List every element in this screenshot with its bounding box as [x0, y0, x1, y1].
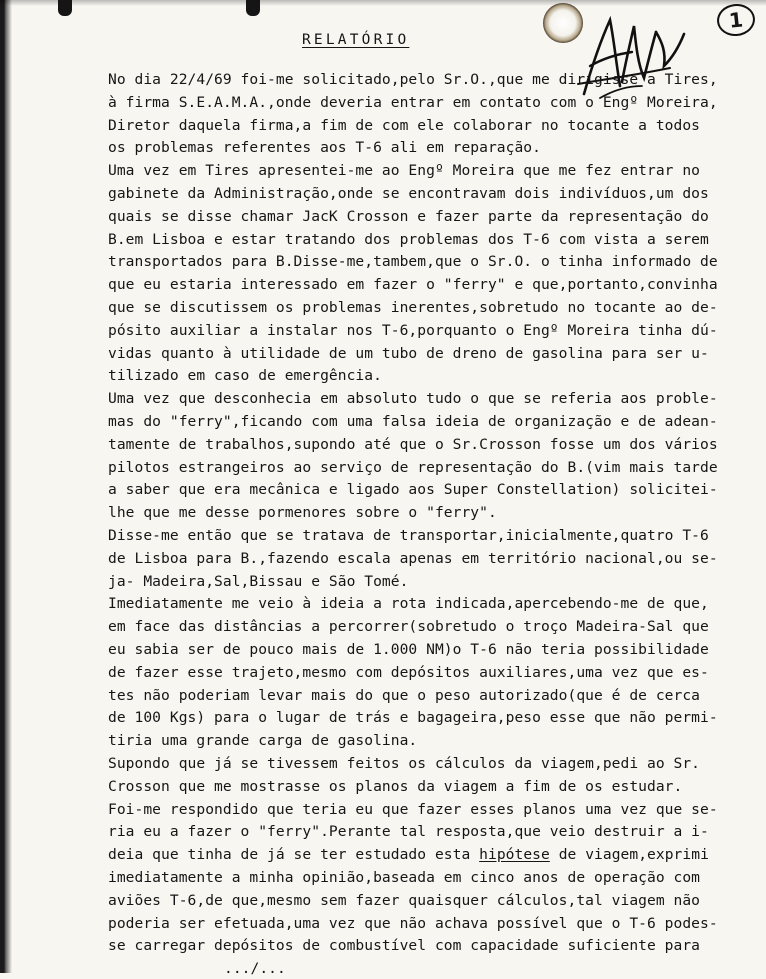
- text-line: poderia ser efetuada,uma vez que não achava possível que o T-6 podes-: [108, 914, 718, 932]
- text-line: pilotos estrangeiros ao serviço de representação do B.(vim mais tarde: [108, 458, 718, 476]
- text-line: Diretor daquela firma,a fim de com ele colaborar no tocante a todos: [108, 116, 701, 134]
- text-line: de 100 Kgs) para o lugar de trás e bagageira,peso esse que não permi-: [108, 709, 718, 727]
- text-line: Disse-me então que se tratava de transportar,inicialmente,quatro T-6: [108, 527, 709, 544]
- text-line: os problemas referentes aos T-6 ali em reparação.: [108, 139, 541, 157]
- text-line: tes não poderiam levar mais do que o peso autorizado(que é de cerca: [108, 686, 701, 704]
- text-line: pósito auxiliar a instalar nos T-6,porquanto o Engº Moreira tinha dú-: [108, 321, 718, 339]
- scan-left-edge: [0, 0, 12, 973]
- text-line: que se discutissem os problemas inerentes,sobretudo no tocante ao de-: [108, 299, 718, 316]
- text-segment: deia que tinha de já se ter estudado esta: [108, 846, 471, 864]
- text-line: em face das distâncias a percorrer(sobretudo o troço Madeira-Sal que: [108, 618, 709, 636]
- underlined-word: hipótese: [479, 846, 550, 864]
- text-line: vidas quanto à utilidade de um tubo de dreno de gasolina para ser u-: [108, 344, 709, 362]
- text-line: à firma S.E.A.M.A.,onde deveria entrar em contato com o Engº Moreira,: [108, 93, 718, 111]
- text-segment: de viagem,exprimi: [558, 846, 709, 864]
- text-line: Foi-me respondido que teria eu que fazer esses planos uma vez que se-: [108, 800, 718, 818]
- text-line: Crosson que me mostrasse os planos da viagem a fim de os estudar.: [108, 777, 683, 795]
- text-line: No dia 22/4/69 foi-me solicitado,pelo Sr.O.,que me dirigisse a Tires,: [108, 71, 718, 88]
- text-line: Uma vez em Tires apresentei-me ao Engº Moreira que me fez entrar no: [108, 162, 701, 180]
- text-line: tilizado em caso de emergência.: [108, 367, 382, 385]
- text-line: de fazer esse trajeto,mesmo com depósitos auxiliares,uma vez que es-: [108, 663, 709, 681]
- text-line: eu sabia ser de pouco mais de 1.000 NM)o T-6 não teria possibilidade: [108, 641, 709, 658]
- scan-top-shadow: [0, 0, 766, 6]
- text-line: a saber que era mecânica e ligado aos Super Constellation) solicitei-: [108, 481, 718, 499]
- text-line-with-underline: [108, 845, 709, 865]
- text-line: imediatamente a minha opinião,baseada em cinco anos de operação com: [108, 869, 701, 886]
- text-line: de Lisboa para B.,fazendo escala apenas em território nacional,ou se-: [108, 549, 718, 567]
- text-line: ja- Madeira,Sal,Bissau e São Tomé.: [108, 572, 409, 590]
- text-line: B.em Lisboa e estar tratando dos problemas dos T-6 com vista a serem: [108, 230, 709, 248]
- text-line: ria eu a fazer o "ferry".Perante tal resposta,que veio destruir a i-: [108, 823, 709, 841]
- text-line: Imediatamente me veio à ideia a rota indicada,apercebendo-me de que,: [108, 595, 709, 613]
- binder-mark-left: [58, 0, 72, 16]
- text-line: se carregar depósitos de combustível com capacidade suficiente para: [108, 937, 701, 955]
- page-number: 1: [715, 2, 756, 38]
- text-line: que eu estaria interessado em fazer o "ferry" e que,portanto,convinha: [108, 276, 718, 294]
- document-title: RELATÓRIO: [302, 32, 410, 48]
- continuation-mark: .../...: [224, 960, 286, 978]
- text-line: mas do "ferry",ficando com uma falsa ideia de organização e de adean-: [108, 413, 718, 430]
- punch-hole: [543, 3, 583, 43]
- text-line: Uma vez que desconhecia em absoluto tudo o que se referia aos proble-: [108, 390, 718, 408]
- text-line: quais se disse chamar JacK Crosson e fazer parte da representação do: [108, 207, 709, 225]
- text-line: tamente de trabalhos,supondo até que o Sr.Crosson fosse um dos vários: [108, 435, 718, 453]
- text-line: lhe que me desse pormenores sobre o "ferry".: [108, 504, 497, 522]
- text-line: tiria uma grande carga de gasolina.: [108, 732, 418, 750]
- text-line: aviões T-6,de que,mesmo sem fazer quaisquer cálculos,tal viagem não: [108, 891, 701, 909]
- text-line: transportados para B.Disse-me,tambem,que o Sr.O. o tinha informado de: [108, 253, 718, 271]
- text-line: Supondo que já se tivessem feitos os cálculos da viagem,pedi ao Sr.: [108, 755, 701, 772]
- text-line: gabinete da Administração,onde se encontravam dois indivíduos,um dos: [108, 185, 709, 202]
- binder-mark-right: [246, 0, 260, 16]
- handwritten-signature: [570, 6, 690, 106]
